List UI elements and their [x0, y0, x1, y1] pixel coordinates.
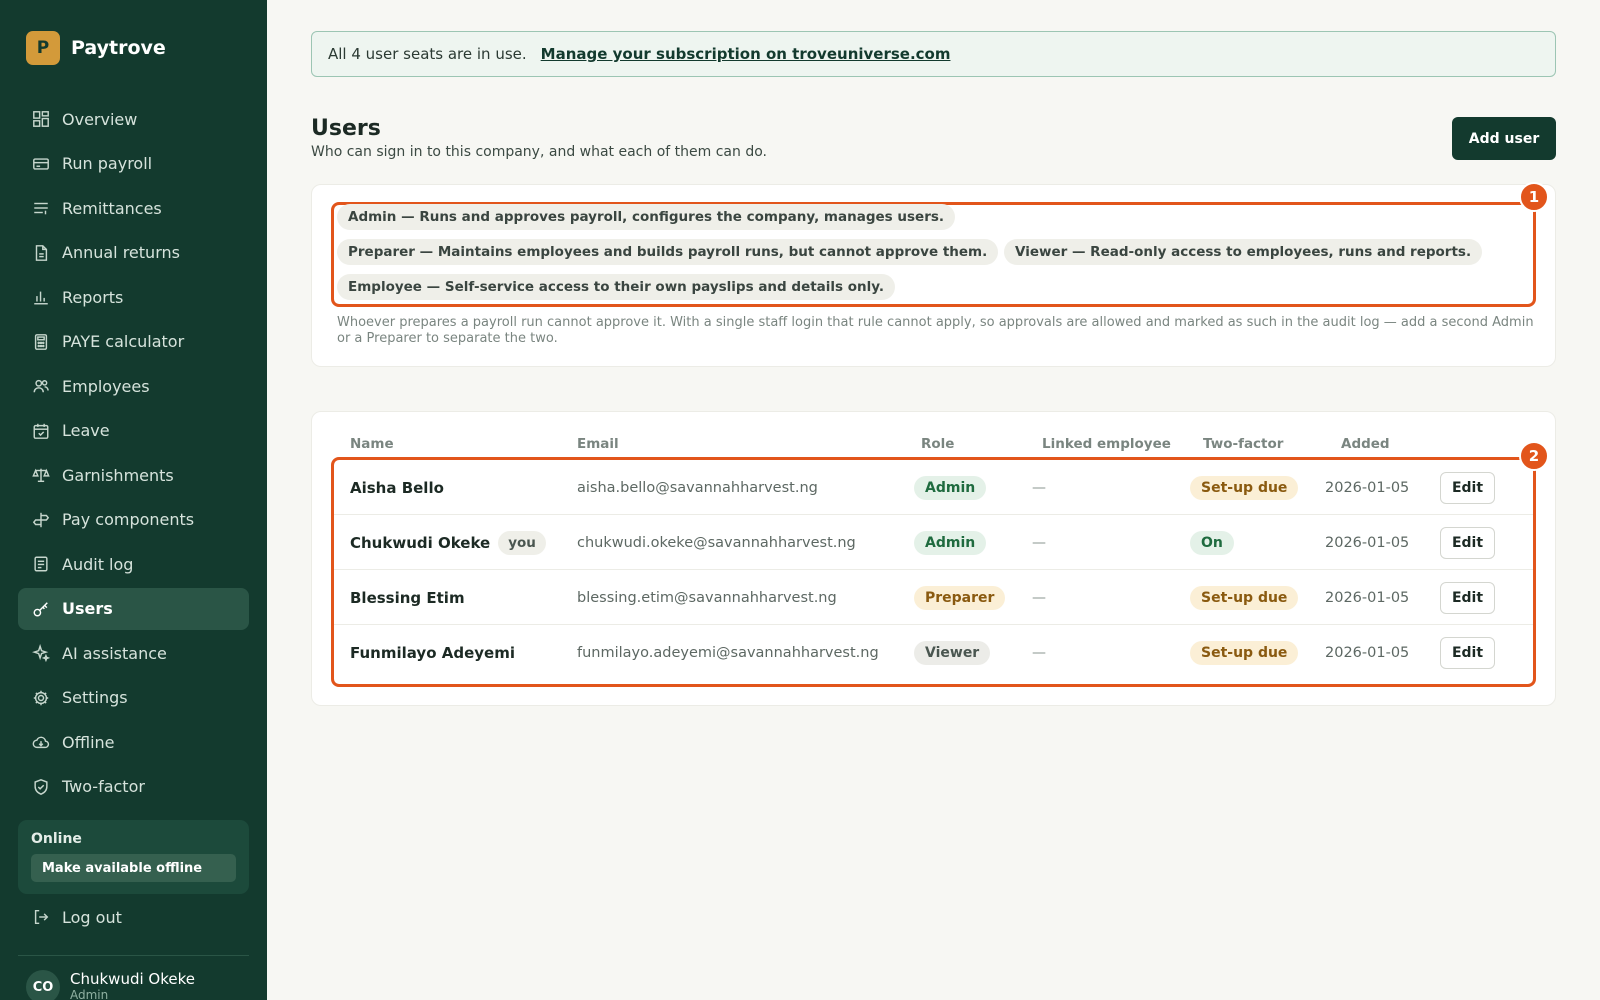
sidebar-item-run-payroll[interactable] — [18, 143, 249, 185]
key-icon — [31, 599, 51, 619]
sidebar-item-garnishments[interactable] — [18, 454, 249, 496]
status-badge: Set-up due — [1190, 586, 1298, 610]
user-name — [350, 479, 444, 497]
two-factor-status — [1190, 586, 1298, 610]
edit-user-button[interactable]: Edit — [1440, 637, 1495, 669]
column-header-role: Role — [921, 436, 955, 452]
role-description-admin: Admin — Runs and approves payroll, configures the company, manages users. — [337, 204, 955, 230]
table-row — [334, 625, 1533, 680]
sidebar-item-label: Run payroll — [62, 154, 153, 173]
scales-icon — [31, 465, 51, 485]
status-badge: Set-up due — [1190, 641, 1298, 665]
linked-employee: — — [1032, 589, 1046, 606]
sidebar-item-users[interactable] — [18, 588, 249, 630]
sidebar — [0, 0, 267, 1000]
two-factor-status — [1190, 641, 1298, 665]
sidebar-item-settings[interactable] — [18, 677, 249, 719]
column-header-email: Email — [577, 436, 619, 452]
role-badge — [914, 586, 1005, 610]
seats-banner — [311, 31, 1556, 77]
logout-icon — [31, 907, 51, 927]
edit-user-button[interactable]: Edit — [1440, 472, 1495, 504]
sidebar-item-reports[interactable] — [18, 276, 249, 318]
sidebar-divider — [18, 955, 249, 956]
two-factor-status — [1190, 476, 1298, 500]
sidebar-item-label: Pay components — [62, 510, 195, 529]
table-row — [334, 570, 1533, 625]
role-badge — [914, 531, 986, 555]
role-description-employee: Employee — Self-service access to their own payslips and details only. — [337, 274, 895, 300]
add-user-button[interactable]: Add user — [1452, 117, 1556, 160]
date-added: 2026-01-05 — [1325, 479, 1410, 496]
logout-label: Log out — [62, 907, 122, 927]
column-header-linked-employee: Linked employee — [1042, 436, 1171, 452]
user-email: funmilayo.adeyemi@savannahharvest.ng — [577, 644, 879, 661]
document-icon — [31, 243, 51, 263]
user-name — [350, 589, 465, 607]
sidebar-item-paye-calculator[interactable] — [18, 321, 249, 363]
table-row — [334, 515, 1533, 570]
sidebar-item-label: Garnishments — [62, 465, 174, 485]
you-badge: you — [498, 531, 546, 555]
cloud-icon — [31, 732, 51, 752]
role-badge — [914, 476, 986, 500]
date-added: 2026-01-05 — [1325, 534, 1410, 551]
sidebar-item-label: Employees — [62, 376, 150, 396]
sidebar-item-label: Leave — [62, 421, 110, 440]
role-badge — [914, 641, 990, 665]
sidebar-item-remittances[interactable] — [18, 187, 249, 229]
brand-name: Paytrove — [71, 37, 166, 59]
offline-panel — [18, 820, 249, 894]
sidebar-item-two-factor[interactable] — [18, 766, 249, 808]
brand-logo: P — [26, 31, 60, 65]
logout-link[interactable] — [31, 907, 122, 927]
linked-employee: — — [1032, 644, 1046, 661]
current-user-role: Admin — [70, 988, 109, 1000]
linked-employee: — — [1032, 534, 1046, 551]
annotation-badge: 1 — [1519, 182, 1549, 212]
sidebar-item-label: PAYE calculator — [62, 332, 185, 351]
sidebar-nav — [18, 98, 249, 810]
separation-of-duties-note: Whoever prepares a payroll run cannot approve it. With a single staff login that rule cannot apply, so approvals are allowed and marked as such in the audit log — add a second Admin or a Preparer to separate the two. — [337, 315, 1534, 346]
sidebar-item-label: Users — [62, 599, 113, 618]
current-user[interactable] — [26, 970, 195, 1000]
sidebar-item-label: Overview — [62, 109, 138, 129]
user-name-text: Aisha Bello — [350, 478, 444, 497]
sidebar-item-overview[interactable] — [18, 98, 249, 140]
sidebar-item-label: AI assistance — [62, 643, 167, 663]
role-pill: Viewer — [914, 641, 990, 665]
date-added: 2026-01-05 — [1325, 589, 1410, 606]
sidebar-item-label: Remittances — [62, 198, 162, 218]
two-factor-status — [1190, 531, 1234, 555]
brand[interactable] — [26, 31, 166, 65]
make-offline-button[interactable]: Make available offline — [31, 854, 236, 882]
edit-user-button[interactable]: Edit — [1440, 527, 1495, 559]
sidebar-item-label: Audit log — [62, 554, 134, 574]
table-row — [334, 460, 1533, 515]
sparkle-icon — [31, 643, 51, 663]
user-email: blessing.etim@savannahharvest.ng — [577, 589, 837, 606]
seats-banner-text: All 4 user seats are in use. — [328, 45, 527, 63]
user-name-text: Funmilayo Adeyemi — [350, 643, 515, 662]
calculator-icon — [31, 332, 51, 352]
user-name-text: Chukwudi Okeke — [350, 533, 491, 552]
user-meta — [70, 970, 195, 1000]
status-badge: On — [1190, 531, 1234, 555]
current-user-name: Chukwudi Okeke — [70, 970, 195, 988]
role-description-viewer: Viewer — Read-only access to employees, runs and reports. — [1004, 239, 1482, 265]
people-icon — [31, 376, 51, 396]
sidebar-item-ai-assistance[interactable] — [18, 632, 249, 674]
column-header-two-factor: Two-factor — [1203, 436, 1284, 452]
sidebar-item-label: Offline — [62, 732, 115, 752]
user-email: aisha.bello@savannahharvest.ng — [577, 479, 818, 496]
linked-employee: — — [1032, 479, 1046, 496]
column-header-added: Added — [1341, 436, 1390, 452]
edit-user-button[interactable]: Edit — [1440, 582, 1495, 614]
sidebar-item-label: Settings — [62, 688, 128, 707]
role-pill: Admin — [914, 531, 986, 555]
user-email: chukwudi.okeke@savannahharvest.ng — [577, 534, 856, 551]
user-name — [350, 531, 546, 555]
sidebar-item-offline[interactable] — [18, 721, 249, 763]
page-subtitle: Who can sign in to this company, and what each of them can do. — [311, 144, 767, 160]
sidebar-item-label: Two-factor — [62, 777, 145, 796]
users-table — [311, 411, 1556, 706]
roles-card — [311, 184, 1556, 367]
date-added: 2026-01-05 — [1325, 644, 1410, 661]
grid-icon — [31, 109, 51, 129]
log-icon — [31, 554, 51, 574]
manage-subscription-link[interactable]: Manage your subscription on troveuniverse.com — [540, 45, 951, 63]
list-icon — [31, 198, 51, 218]
shield-icon — [31, 777, 51, 797]
bar-chart-icon — [31, 287, 51, 307]
status-badge: Set-up due — [1190, 476, 1298, 500]
column-header-name: Name — [350, 436, 394, 452]
role-pill: Preparer — [914, 586, 1005, 610]
sidebar-item-leave[interactable] — [18, 410, 249, 452]
sidebar-item-annual-returns[interactable] — [18, 232, 249, 274]
gear-icon — [31, 688, 51, 708]
sidebar-item-employees[interactable] — [18, 365, 249, 407]
role-description-preparer: Preparer — Maintains employees and builds payroll runs, but cannot approve them. — [337, 239, 998, 265]
calendar-icon — [31, 421, 51, 441]
sidebar-item-label: Reports — [62, 287, 124, 307]
role-pill: Admin — [914, 476, 986, 500]
user-name-text: Blessing Etim — [350, 588, 465, 607]
page-title: Users — [311, 116, 381, 141]
annotation-badge: 2 — [1519, 441, 1549, 471]
sidebar-item-audit-log[interactable] — [18, 543, 249, 585]
sidebar-item-pay-components[interactable] — [18, 499, 249, 541]
card-icon — [31, 154, 51, 174]
user-name — [350, 644, 515, 662]
signpost-icon — [31, 510, 51, 530]
avatar: CO — [26, 970, 60, 1000]
connection-status: Online — [31, 831, 82, 847]
sidebar-item-label: Annual returns — [62, 243, 180, 262]
